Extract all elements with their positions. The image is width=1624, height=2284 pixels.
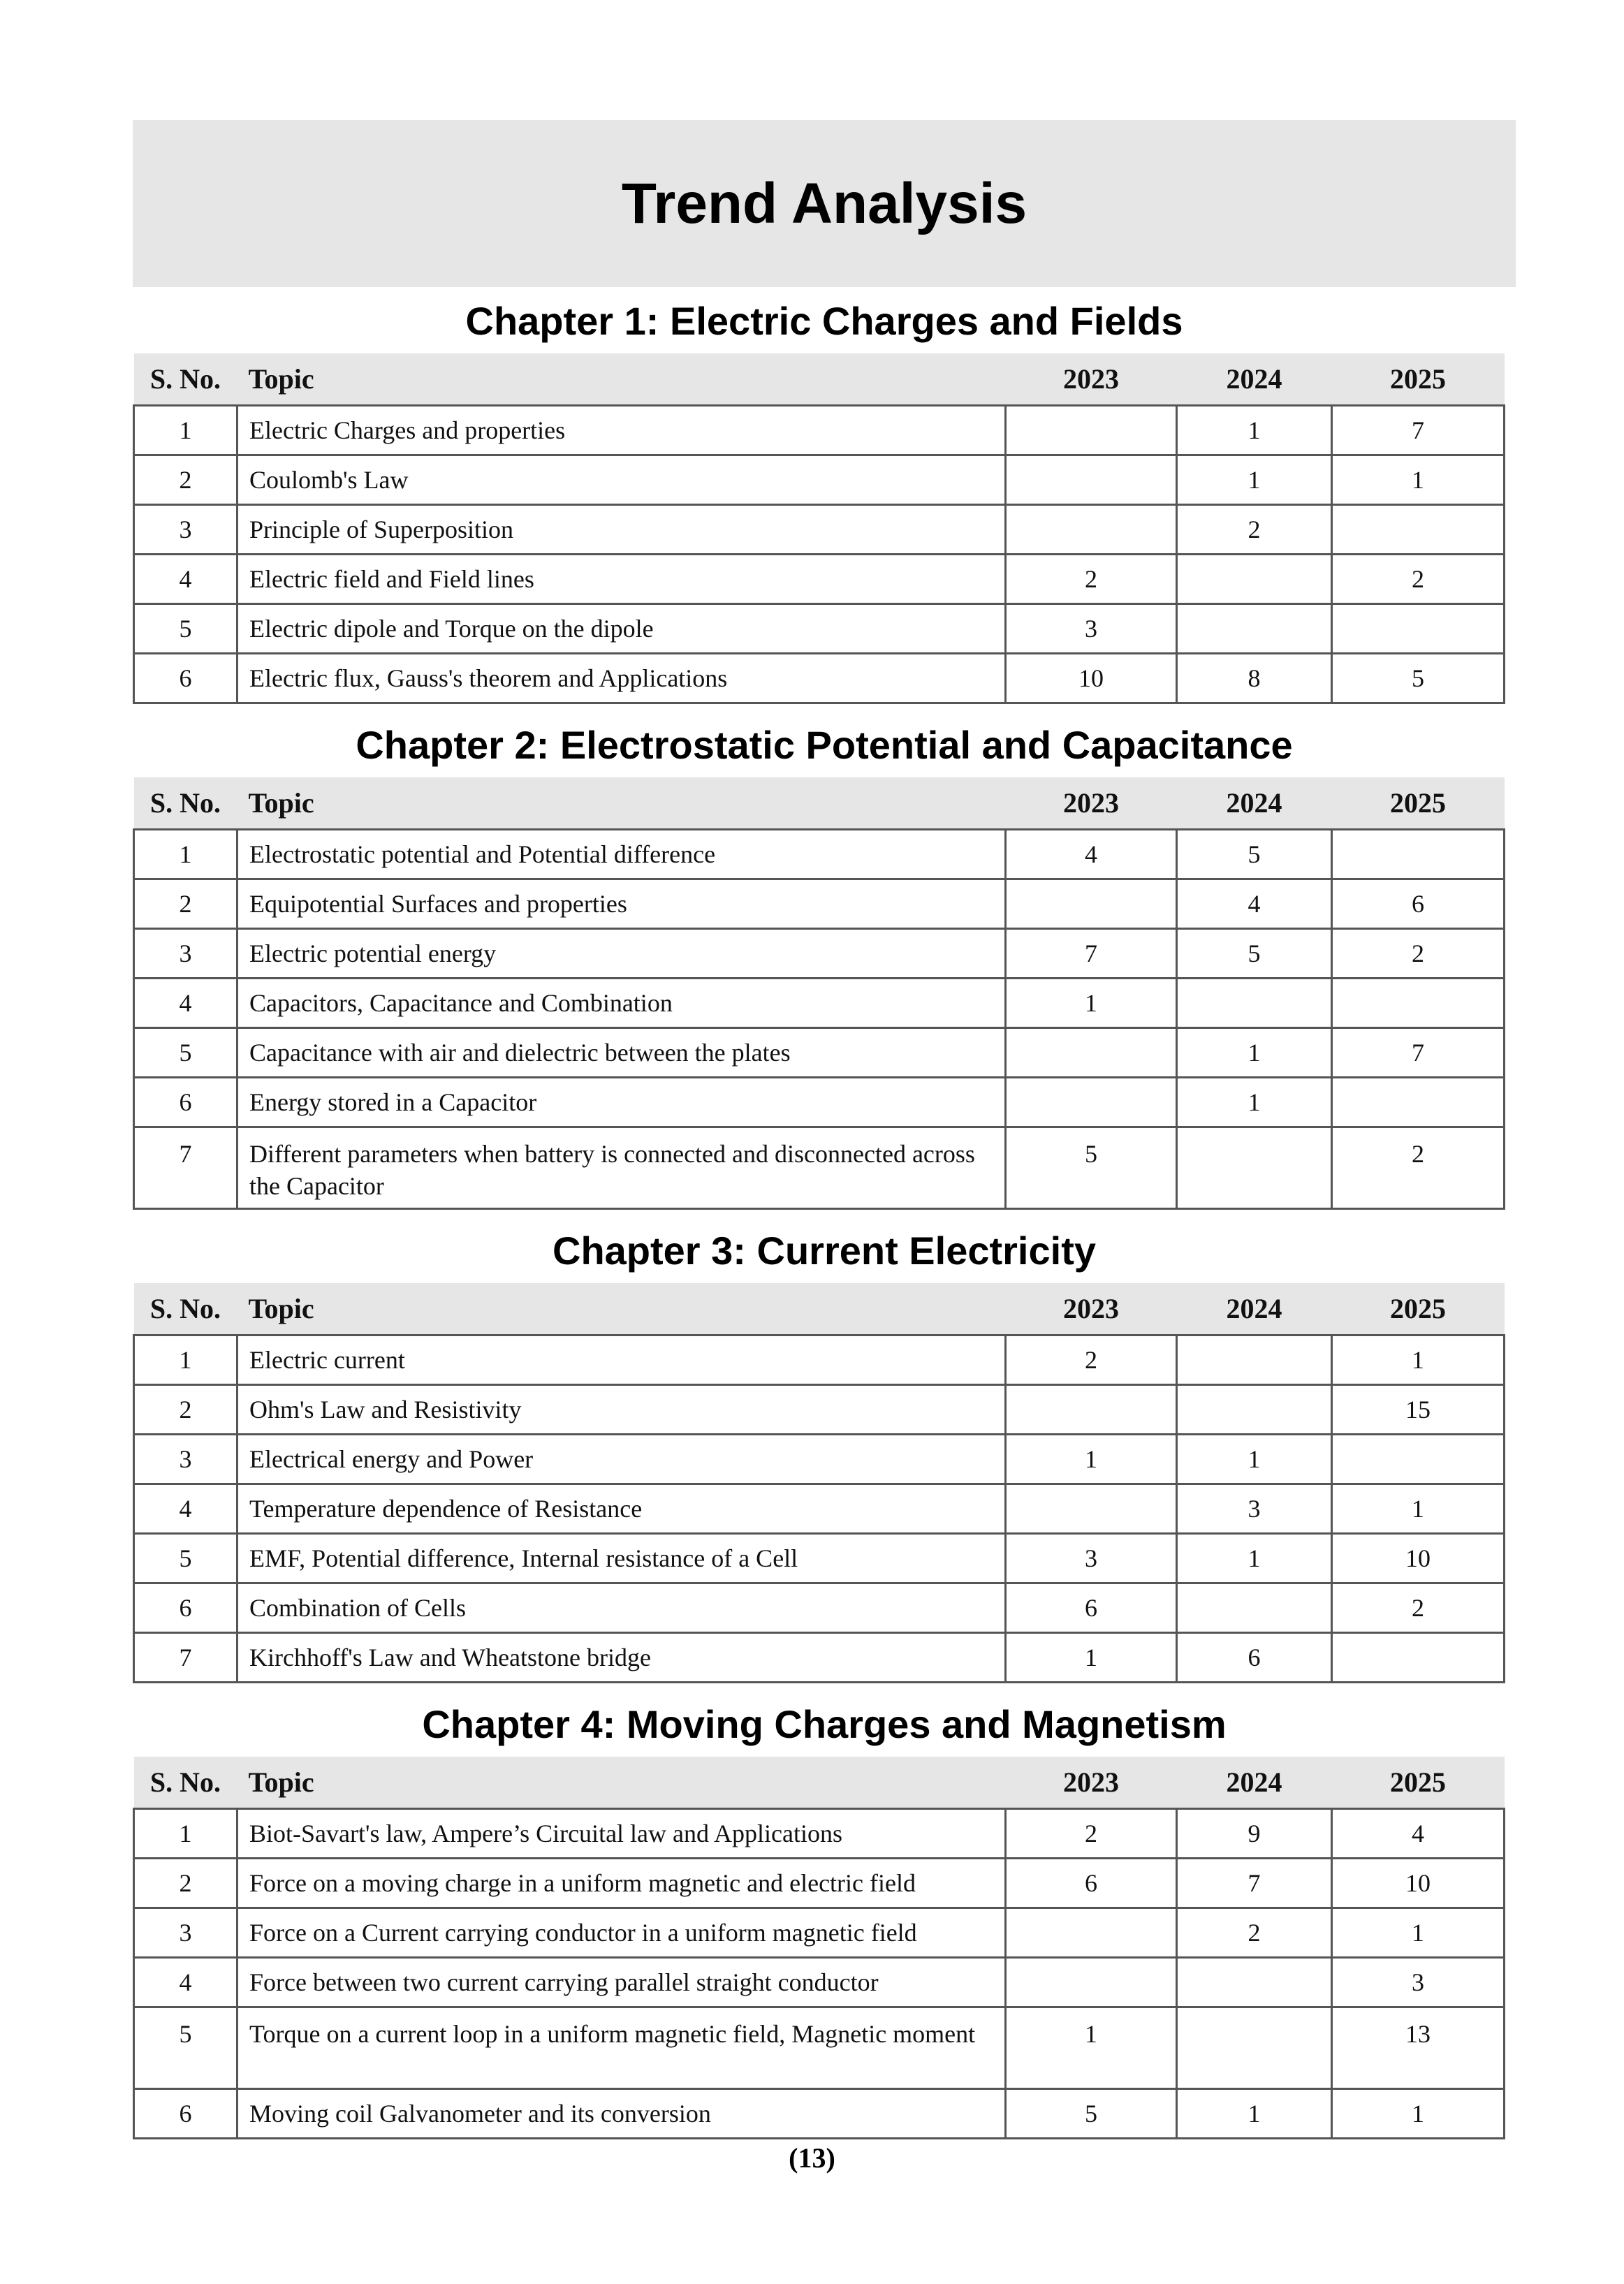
header-topic: Topic [248,1292,314,1324]
cell-2023 [1006,1484,1177,1533]
table-row [134,455,1505,504]
cell-topic: Biot-Savart's law, Ampere’s Circuital law and Applications [237,1808,1006,1858]
table-row [134,1027,1505,1077]
table-row [134,653,1505,703]
cell-topic: Coulomb's Law [237,455,1006,504]
chapter-title: Chapter 2: Electrostatic Potential and Capacitance [356,723,1293,767]
chapter-3-section [133,1219,1503,1683]
table-row [134,978,1505,1027]
chapter-2-section [133,713,1503,1210]
chapter-4-table [133,1757,1505,2139]
cell-2024: 1 [1177,455,1332,504]
cell-2025: 10 [1332,1858,1505,1908]
cell-topic: Electric dipole and Torque on the dipole [237,603,1006,653]
cell-2025: 2 [1332,1583,1505,1632]
cell-2025: 13 [1332,2007,1505,2088]
cell-2024 [1177,1957,1332,2007]
cell-sno: 6 [134,2088,237,2138]
cell-2024: 5 [1177,829,1332,879]
header-2024: 2024 [1226,786,1282,819]
table-row [134,1533,1505,1583]
table-row [134,603,1505,653]
cell-sno: 2 [134,879,237,928]
cell-2023 [1006,879,1177,928]
cell-2025 [1332,603,1505,653]
cell-topic: Capacitors, Capacitance and Combination [237,978,1006,1027]
table-row [134,879,1505,928]
cell-2025: 2 [1332,928,1505,978]
cell-topic: EMF, Potential difference, Internal resistance of a Cell [237,1533,1006,1583]
cell-2025 [1332,504,1505,554]
cell-sno: 4 [134,978,237,1027]
cell-sno: 5 [134,2007,237,2088]
cell-2025: 6 [1332,879,1505,928]
table-row [134,1127,1505,1208]
cell-2023: 3 [1006,1533,1177,1583]
cell-2024: 1 [1177,1077,1332,1127]
table-row [134,2088,1505,2138]
cell-2024: 4 [1177,879,1332,928]
cell-2025: 2 [1332,554,1505,603]
cell-topic: Ohm's Law and Resistivity [237,1384,1006,1434]
chapter-title: Chapter 4: Moving Charges and Magnetism [422,1702,1227,1746]
cell-2024: 1 [1177,1027,1332,1077]
cell-topic: Different parameters when battery is connected and disconnected across the Capacitor [237,1127,1006,1208]
table-header-row [134,777,1505,829]
cell-2025 [1332,829,1505,879]
header-sno: S. No. [149,786,221,819]
cell-2023: 6 [1006,1858,1177,1908]
cell-2025: 1 [1332,2088,1505,2138]
chapter-4-section [133,1692,1503,2139]
cell-2023 [1006,1384,1177,1434]
cell-2025: 7 [1332,1027,1505,1077]
cell-sno: 1 [134,405,237,455]
cell-topic: Electrostatic potential and Potential difference [237,829,1006,879]
title-banner [133,120,1516,287]
page-title: Trend Analysis [621,171,1027,235]
cell-2025: 5 [1332,653,1505,703]
cell-2023: 4 [1006,829,1177,879]
table-row [134,1384,1505,1434]
cell-2023 [1006,504,1177,554]
cell-2024: 3 [1177,1484,1332,1533]
header-sno: S. No. [149,1292,221,1324]
cell-sno: 6 [134,1077,237,1127]
cell-2025 [1332,978,1505,1027]
cell-sno: 6 [134,1583,237,1632]
chapter-1-table [133,353,1505,704]
cell-2024: 7 [1177,1858,1332,1908]
header-2024: 2024 [1226,363,1282,395]
cell-2023: 2 [1006,1335,1177,1384]
cell-topic: Electric field and Field lines [237,554,1006,603]
cell-2024: 5 [1177,928,1332,978]
cell-2024 [1177,1583,1332,1632]
header-topic: Topic [248,786,314,819]
cell-2023 [1006,1077,1177,1127]
header-2024: 2024 [1226,1766,1282,1798]
table-row [134,1908,1505,1957]
cell-topic: Energy stored in a Capacitor [237,1077,1006,1127]
cell-topic: Capacitance with air and dielectric between the plates [237,1027,1006,1077]
cell-sno: 2 [134,1858,237,1908]
cell-2023: 5 [1006,2088,1177,2138]
cell-2023: 6 [1006,1583,1177,1632]
cell-2024: 6 [1177,1632,1332,1682]
cell-sno: 2 [134,1384,237,1434]
cell-2024 [1177,554,1332,603]
cell-2025: 1 [1332,1908,1505,1957]
header-2025: 2025 [1390,786,1446,819]
table-row [134,554,1505,603]
cell-2023: 1 [1006,1632,1177,1682]
table-header-row [134,1283,1505,1335]
cell-sno: 3 [134,1908,237,1957]
table-row [134,1434,1505,1484]
table-row [134,829,1505,879]
cell-topic: Moving coil Galvanometer and its conversion [237,2088,1006,2138]
cell-2024: 2 [1177,1908,1332,1957]
cell-2024 [1177,2007,1332,2088]
cell-2025: 10 [1332,1533,1505,1583]
cell-sno: 1 [134,1335,237,1384]
header-2023: 2023 [1063,1766,1119,1798]
cell-2023: 5 [1006,1127,1177,1208]
cell-topic: Force on a Current carrying conductor in a uniform magnetic field [237,1908,1006,1957]
chapter-2-table [133,777,1505,1210]
cell-2024: 1 [1177,1533,1332,1583]
cell-2024: 1 [1177,2088,1332,2138]
table-row [134,1484,1505,1533]
cell-topic: Kirchhoff's Law and Wheatstone bridge [237,1632,1006,1682]
cell-topic: Electric current [237,1335,1006,1384]
cell-topic: Combination of Cells [237,1583,1006,1632]
cell-topic: Equipotential Surfaces and properties [237,879,1006,928]
cell-2025: 2 [1332,1127,1505,1208]
cell-2023: 2 [1006,554,1177,603]
cell-2023: 10 [1006,653,1177,703]
cell-2024 [1177,978,1332,1027]
cell-2023 [1006,405,1177,455]
cell-topic: Force between two current carrying parallel straight conductor [237,1957,1006,2007]
cell-2025 [1332,1077,1505,1127]
cell-2025: 3 [1332,1957,1505,2007]
table-row [134,405,1505,455]
table-row [134,2007,1505,2088]
cell-2023: 1 [1006,978,1177,1027]
cell-sno: 7 [134,1632,237,1682]
chapter-title: Chapter 1: Electric Charges and Fields [465,299,1183,343]
header-2023: 2023 [1063,1292,1119,1324]
header-2025: 2025 [1390,363,1446,395]
cell-2023: 2 [1006,1808,1177,1858]
chapter-title: Chapter 3: Current Electricity [553,1229,1096,1273]
table-row [134,1077,1505,1127]
header-2023: 2023 [1063,363,1119,395]
cell-2024: 1 [1177,1434,1332,1484]
cell-topic: Electric Charges and properties [237,405,1006,455]
cell-sno: 4 [134,1484,237,1533]
cell-2025: 15 [1332,1384,1505,1434]
table-row [134,1808,1505,1858]
cell-topic: Temperature dependence of Resistance [237,1484,1006,1533]
header-2023: 2023 [1063,786,1119,819]
cell-2023 [1006,455,1177,504]
cell-2025: 1 [1332,455,1505,504]
chapter-1-section [133,289,1503,704]
cell-2023: 1 [1006,2007,1177,2088]
table-row [134,1632,1505,1682]
cell-2024 [1177,1127,1332,1208]
cell-topic: Principle of Superposition [237,504,1006,554]
cell-sno: 5 [134,1027,237,1077]
cell-2023 [1006,1957,1177,2007]
cell-2025 [1332,1632,1505,1682]
header-topic: Topic [248,1766,314,1798]
cell-2025: 4 [1332,1808,1505,1858]
chapter-3-table [133,1283,1505,1683]
header-2025: 2025 [1390,1766,1446,1798]
header-2024: 2024 [1226,1292,1282,1324]
table-row [134,1858,1505,1908]
cell-sno: 2 [134,455,237,504]
header-topic: Topic [248,363,314,395]
cell-2025: 1 [1332,1484,1505,1533]
table-row [134,1335,1505,1384]
cell-2023: 7 [1006,928,1177,978]
cell-2024: 8 [1177,653,1332,703]
cell-2024: 9 [1177,1808,1332,1858]
cell-sno: 7 [134,1127,237,1208]
cell-2024: 1 [1177,405,1332,455]
cell-2023 [1006,1027,1177,1077]
cell-topic: Electric flux, Gauss's theorem and Applications [237,653,1006,703]
cell-sno: 6 [134,653,237,703]
cell-topic: Electric potential energy [237,928,1006,978]
cell-topic: Torque on a current loop in a uniform magnetic field, Magnetic moment [237,2007,1006,2088]
cell-2024: 2 [1177,504,1332,554]
cell-2024 [1177,603,1332,653]
cell-2025: 7 [1332,405,1505,455]
page-number: (13) [789,2142,835,2174]
cell-sno: 4 [134,1957,237,2007]
cell-topic: Force on a moving charge in a uniform magnetic and electric field [237,1858,1006,1908]
cell-sno: 3 [134,504,237,554]
table-row [134,1957,1505,2007]
cell-2024 [1177,1335,1332,1384]
cell-sno: 4 [134,554,237,603]
cell-topic: Electrical energy and Power [237,1434,1006,1484]
table-row [134,1583,1505,1632]
cell-2025 [1332,1434,1505,1484]
cell-sno: 1 [134,829,237,879]
cell-2025: 1 [1332,1335,1505,1384]
table-header-row [134,353,1505,405]
cell-2023: 1 [1006,1434,1177,1484]
header-sno: S. No. [149,1766,221,1798]
header-2025: 2025 [1390,1292,1446,1324]
table-header-row [134,1757,1505,1808]
cell-sno: 3 [134,1434,237,1484]
cell-2023 [1006,1908,1177,1957]
cell-sno: 5 [134,1533,237,1583]
cell-sno: 3 [134,928,237,978]
cell-sno: 1 [134,1808,237,1858]
cell-2024 [1177,1384,1332,1434]
table-row [134,504,1505,554]
table-row [134,928,1505,978]
header-sno: S. No. [149,363,221,395]
cell-2023: 3 [1006,603,1177,653]
cell-sno: 5 [134,603,237,653]
